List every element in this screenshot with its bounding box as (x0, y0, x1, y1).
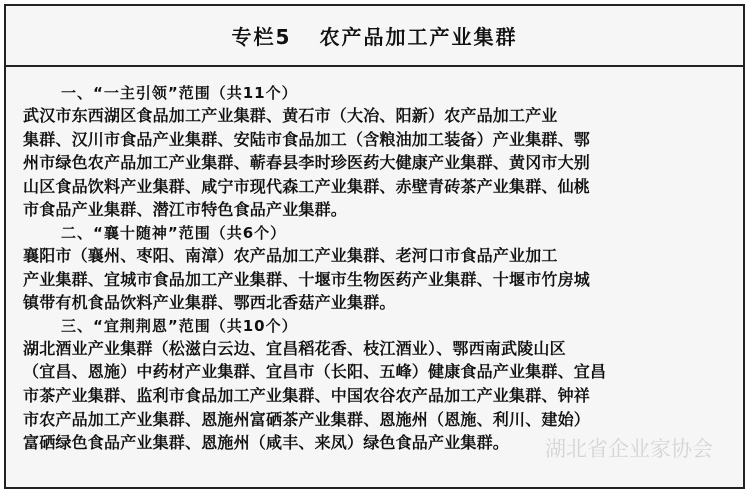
section (23, 82, 723, 222)
watermark: 湖北省企业家协会 (545, 437, 713, 461)
column-box (4, 4, 745, 489)
section-title: 一、“一主引领”范围（共11个） (61, 84, 298, 102)
section-title: 二、“襄十随神”范围（共6个） (61, 223, 287, 242)
column-content (6, 67, 743, 455)
column-header (6, 6, 743, 67)
column-number: 专栏5 (231, 25, 292, 49)
section-body: 武汉市东西湖区食品加工产业集群、黄石市（大冶、阳新）农产品加工产业 集群、汉川市食品产业集群、安陆市食品加工（含粮油加工装备）产业集群、鄂 州市绿色农产品加工产业集群、蕲春县李时珍医药大健康产业集群、黄冈市大别 山区食品饮料产业集群、咸宁市现代森工产业集群、赤壁青砖茶产业集群、仙桃 市食品产业集群、潜江市特色食品产业集群。 (23, 106, 591, 220)
section-body: 襄阳市（襄州、枣阳、南漳）农产品加工产业集群、老河口市食品产业加工 产业集群、宜城市食品加工产业集群、十堰市生物医药产业集群、十堰市竹房城 镇带有机食品饮料产业集群、鄂西北香菇产业集群。 (23, 245, 591, 313)
column-title: 农产品加工产业集群 (319, 25, 518, 49)
section (23, 315, 723, 455)
section-body: 湖北酒业产业集群（松滋白云边、宜昌稻花香、枝江酒业）、鄂西南武陵山区 （宜昌、恩施）中药材产业集群、宜昌市（长阳、五峰）健康食品产业集群、宜昌 市茶产业集群、监利市食品加工产业集群、中国农谷农产品加工产业集群、钟祥 市农产品加工产业集群、恩施州富硒茶产业集群、恩施州（恩施、利川、建始） 富硒绿色食品产业集群、恩施州（咸丰、来凤）绿色食品产业集群。 (23, 338, 607, 453)
section-title: 三、“宜荆荆恩”范围（共10个） (61, 316, 298, 335)
section (23, 222, 723, 315)
